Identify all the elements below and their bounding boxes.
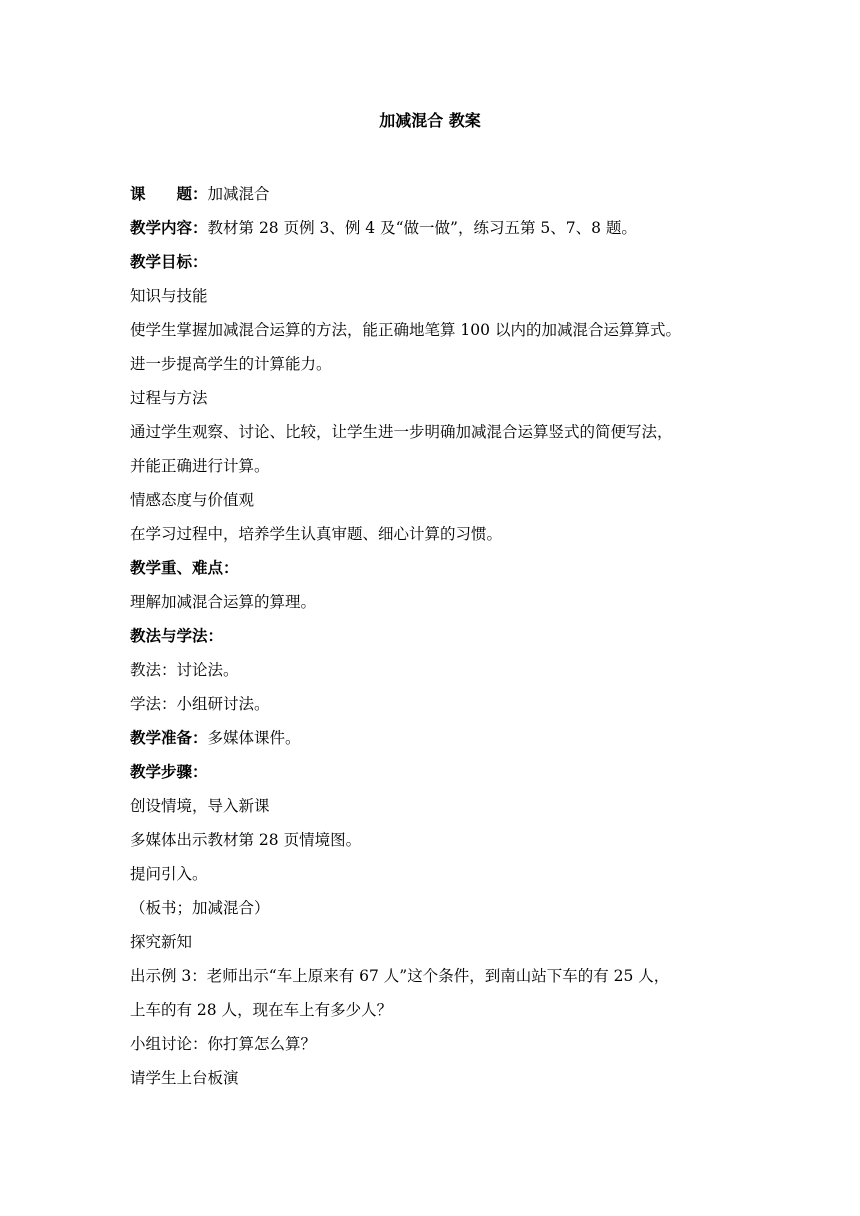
step-1: 创设情境，导入新课	[130, 797, 270, 815]
step-2: 多媒体出示教材第 28 页情境图。	[130, 831, 362, 849]
skills-text-1: 使学生掌握加减混合运算的方法，能正确地笔算 100 以内的加减混合运算算式。	[130, 321, 681, 339]
attitude-heading: 情感态度与价值观	[130, 491, 255, 509]
topic-line	[130, 177, 740, 211]
prep-line	[130, 721, 740, 755]
methods-heading: 教法与学法：	[130, 626, 224, 645]
content-value: 教材第 28 页例 3、例 4 及“做一做”，练习五第 5、7、8 题。	[207, 219, 637, 237]
process-text-2: 并能正确进行计算。	[130, 457, 270, 475]
goals-heading: 教学目标：	[130, 252, 208, 271]
skills-heading: 知识与技能	[130, 287, 208, 305]
skills-text-2: 进一步提高学生的计算能力。	[130, 355, 332, 373]
content-line	[130, 211, 740, 245]
teach-method: 教法：讨论法。	[130, 661, 239, 679]
step-5: 探究新知	[130, 933, 193, 951]
step-3: 提问引入。	[130, 865, 208, 883]
document-title: 加减混合 教案	[379, 111, 481, 130]
prep-label: 教学准备：	[130, 728, 208, 747]
step-4: （板书；加减混合）	[130, 899, 270, 917]
step-6-line-2: 上车的有 28 人，现在车上有多少人？	[130, 1001, 393, 1019]
steps-heading: 教学步骤：	[130, 762, 208, 781]
key-points-heading: 教学重、难点：	[130, 558, 239, 577]
attitude-text: 在学习过程中，培养学生认真审题、细心计算的习惯。	[130, 525, 503, 543]
content-label: 教学内容：	[130, 218, 208, 237]
step-8: 请学生上台板演	[130, 1069, 239, 1087]
document-body	[130, 177, 740, 1095]
step-6-line-1: 出示例 3：老师出示“车上原来有 67 人”这个条件，到南山站下车的有 25 人，	[130, 967, 670, 985]
process-heading: 过程与方法	[130, 389, 208, 407]
step-7: 小组讨论：你打算怎么算？	[130, 1035, 317, 1053]
topic-value: 加减混合	[207, 185, 270, 203]
process-text-1: 通过学生观察、讨论、比较，让学生进一步明确加减混合运算竖式的简便写法，	[130, 423, 673, 441]
learn-method: 学法：小组研讨法。	[130, 695, 270, 713]
topic-label: 课 题：	[130, 184, 208, 203]
prep-value: 多媒体课件。	[207, 729, 301, 747]
key-points-text: 理解加减混合运算的算理。	[130, 593, 317, 611]
